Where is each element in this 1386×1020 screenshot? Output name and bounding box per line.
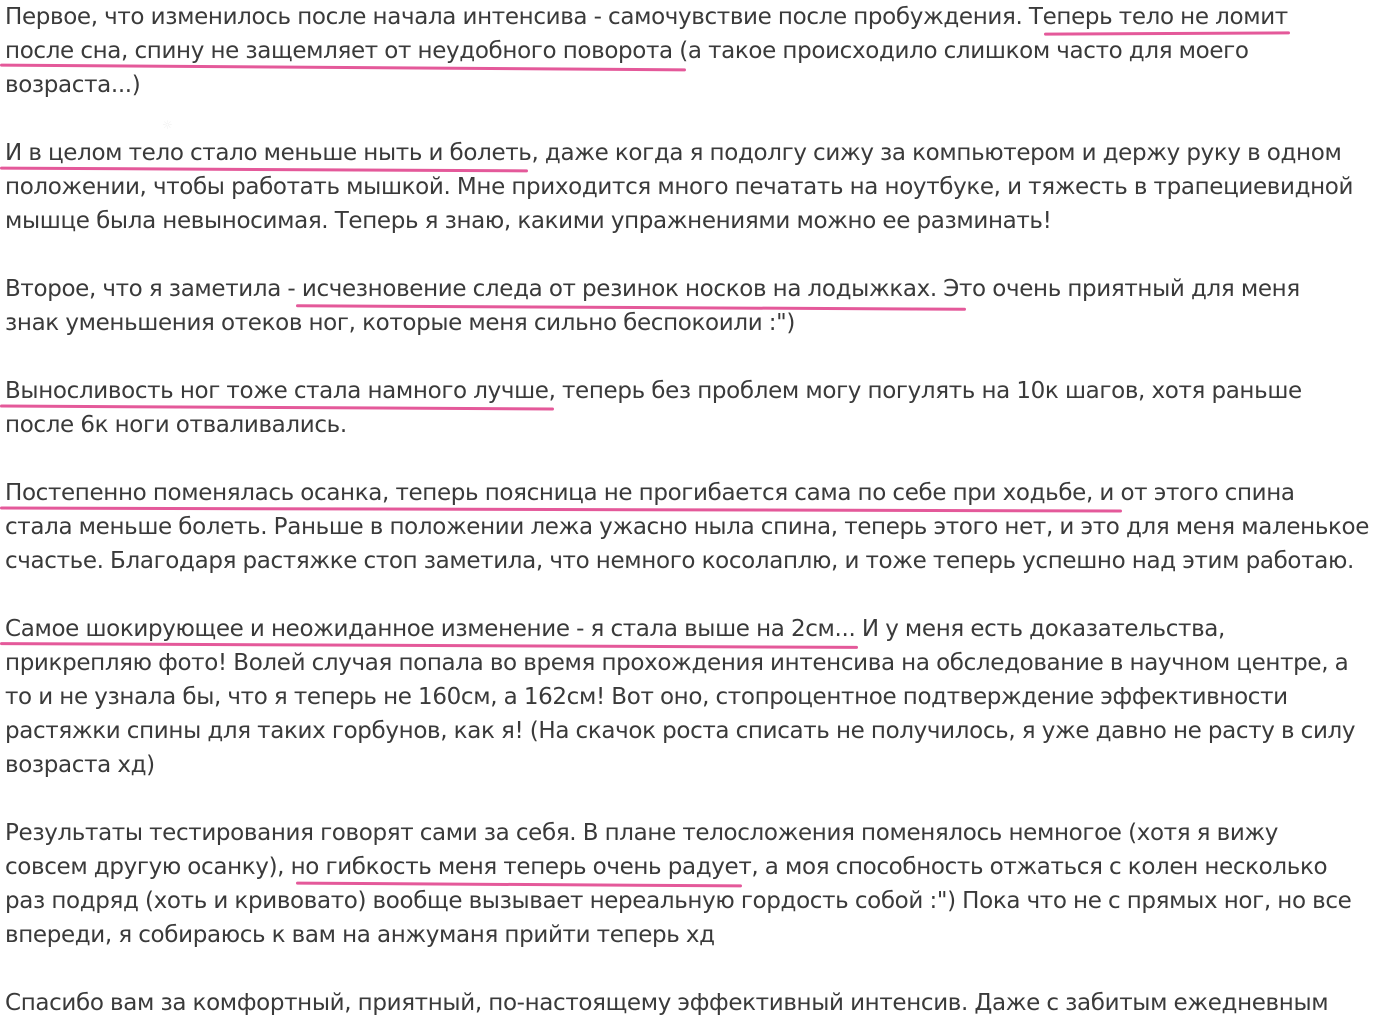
text-line: счастье. Благодаря растяжке стоп заметила, что немного косолаплю, и тоже теперь успешно над этим работаю. [5,548,1354,574]
text-line: Спасибо вам за комфортный, приятный, по-настоящему эффективный интенсив. Даже с забитым ежедневным [5,990,1329,1016]
text-line: положении, чтобы работать мышкой. Мне приходится много печатать на ноутбуке, и тяжесть в трапециевидной [5,174,1354,200]
text-line: Выносливость ног тоже стала намного лучше, теперь без проблем могу погулять на 10к шагов, хотя раньше [5,378,1302,404]
text-line: впереди, я собираюсь к вам на анжуманя прийти теперь хд [5,922,715,948]
text-line: Результаты тестирования говорят сами за себя. В плане телосложения поменялось немногое (хотя я вижу [5,820,1279,846]
text-line: раз подряд (хоть и кривовато) вообще вызывает нереальную гордость собой :") Пока что не с прямых ног, но все [5,888,1352,914]
faint-mark-icon: ☼ [162,118,173,132]
text-line: знак уменьшения отеков ног, которые меня сильно беспокоили :") [5,310,796,336]
text-line: после 6к ноги отваливались. [5,412,347,438]
text-line: прикрепляю фото! Волей случая попала во время прохождения интенсива на обследование в научном центре, а [5,650,1349,676]
text-line: растяжки спины для таких горбунов, как я! (На скачок роста списать не получилось, я уже давно не расту в силу [5,718,1356,744]
text-line: Первое, что изменилось после начала интенсива - самочувствие после пробуждения. Теперь тело не ломит [5,4,1288,30]
highlight-underline [1044,31,1290,35]
text-line: то и не узнала бы, что я теперь не 160см, а 162см! Вот оно, стопроцентное подтверждение эффективности [5,684,1288,710]
text-line: Второе, что я заметила - исчезновение следа от резинок носков на лодыжках. Это очень приятный для меня [5,276,1300,302]
text-line: возраста...) [5,72,141,98]
text-line: И в целом тело стало меньше ныть и болеть, даже когда я подолгу сижу за компьютером и держу руку в одном [5,140,1342,166]
text-line: Самое шокирующее и неожиданное изменение - я стала выше на 2см... И у меня есть доказательства, [5,616,1226,642]
text-line: возраста хд) [5,752,155,778]
text-line: после сна, спину не защемляет от неудобного поворота (а такое происходило слишком часто для моего [5,38,1249,64]
text-line: совсем другую осанку), но гибкость меня теперь очень радует, а моя способность отжаться с колен несколько [5,854,1328,880]
text-line: мышце была невыносимая. Теперь я знаю, какими упражнениями можно ее разминать! [5,208,1052,234]
text-line: стала меньше болеть. Раньше в положении лежа ужасно ныла спина, теперь этого нет, и это для меня маленькое [5,514,1370,540]
text-line: Постепенно поменялась осанка, теперь поясница не прогибается сама по себе при ходьбе, и от этого спина [5,480,1295,506]
